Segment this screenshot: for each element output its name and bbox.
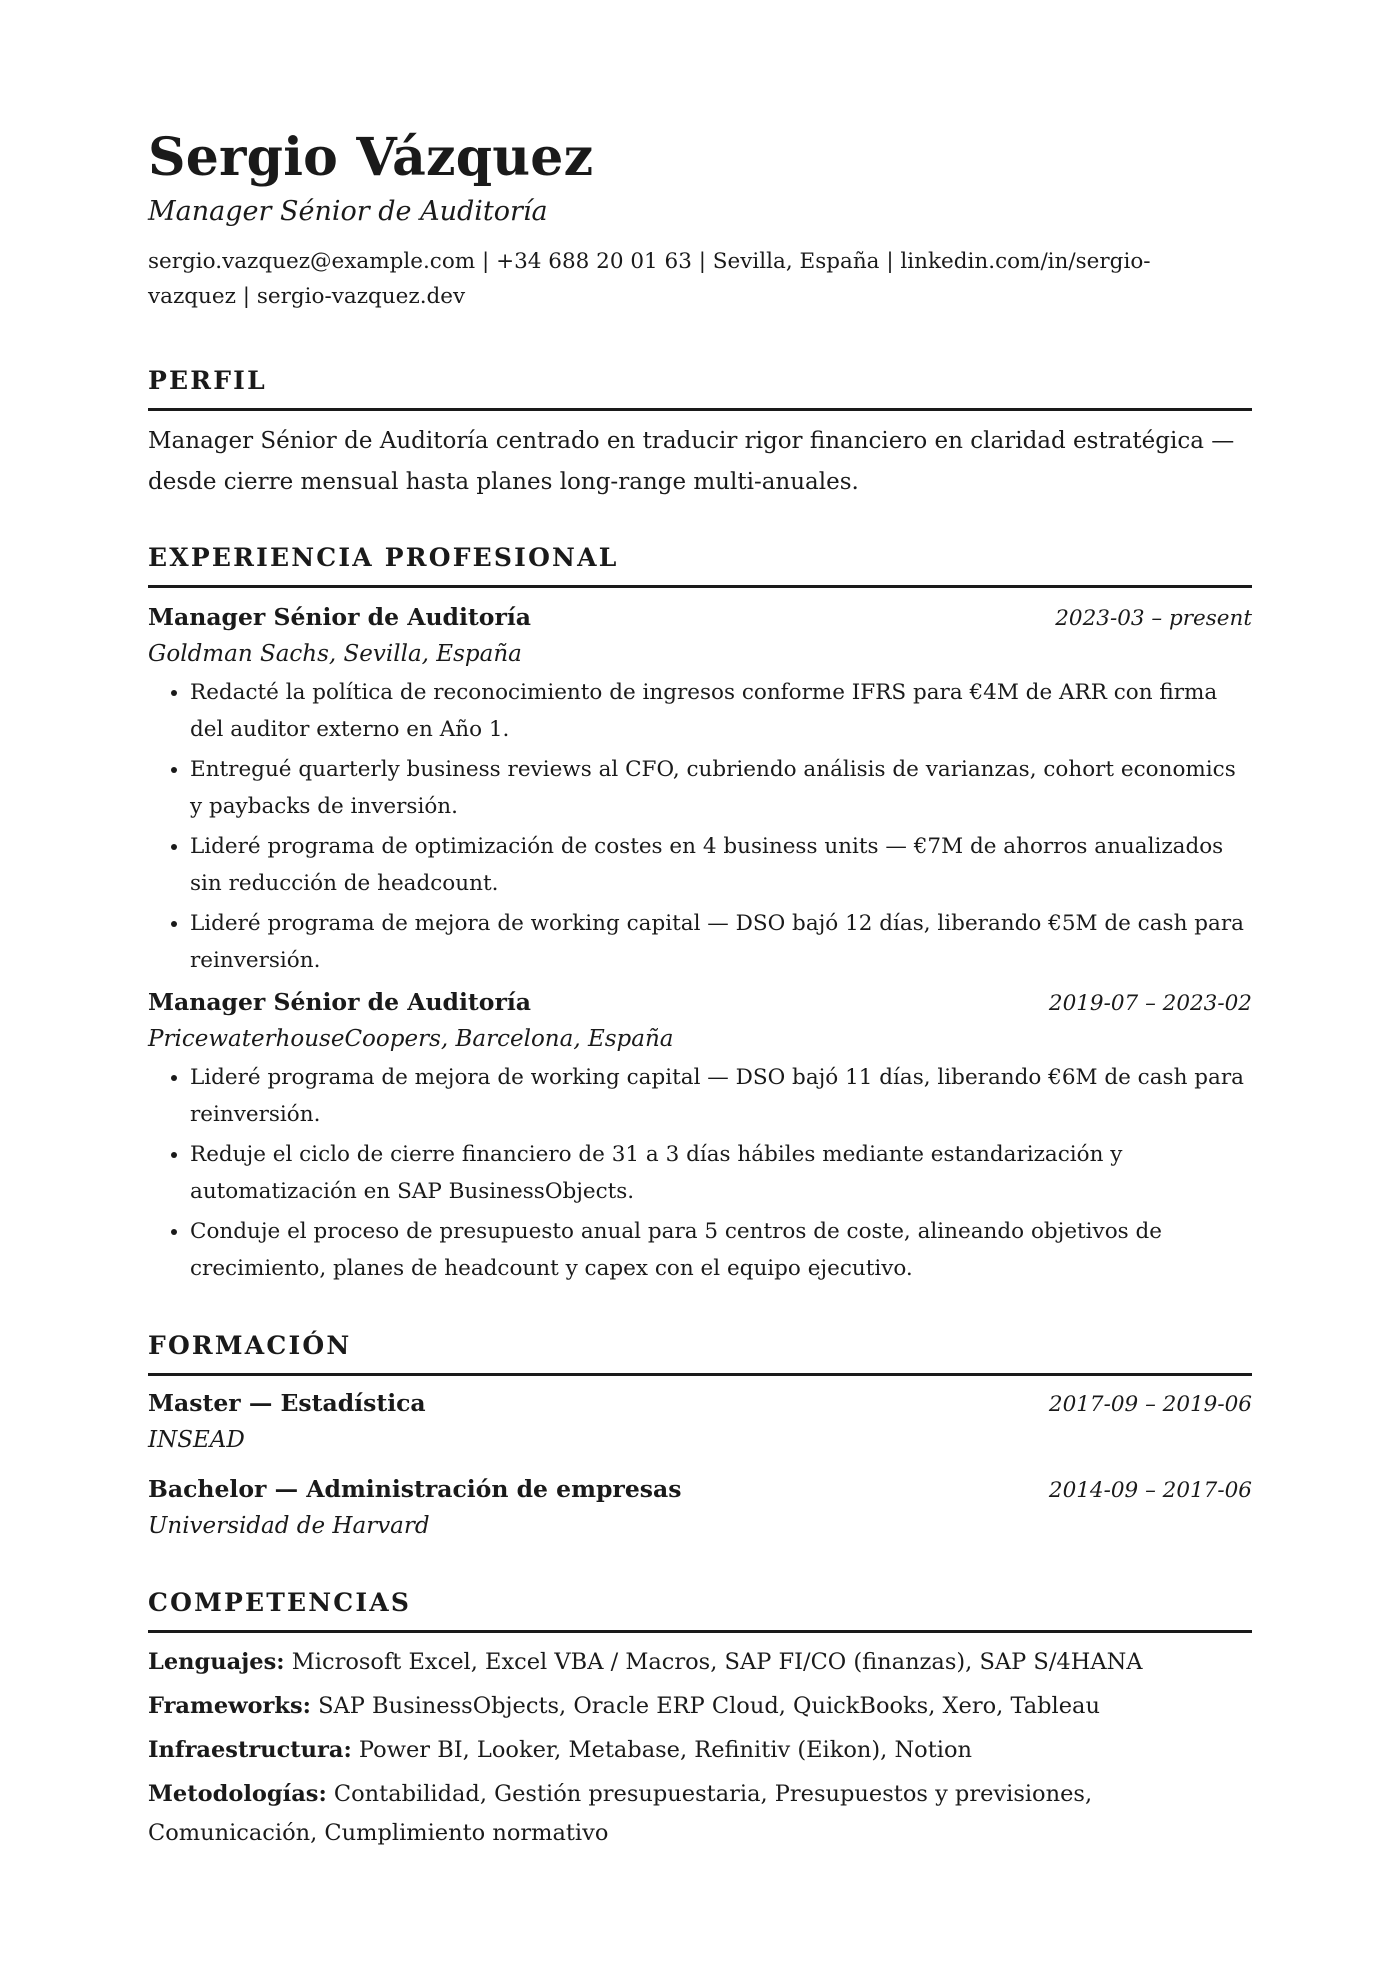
job-entry [148,985,1252,1287]
skill-line-languages [148,1643,1252,1682]
education-section [148,1331,1252,1544]
skill-label: Infraestructura: [148,1737,352,1763]
job-bullets [148,674,1252,979]
job-bullet: • Lideré programa de optimización de costes en 4 business units — €7M de ahorros anualizados sin reducción de headcount. [190,828,1252,902]
contact-line: sergio.vazquez@example.com | +34 688 20 01 63 | Sevilla, España | linkedin.com/in/sergio-vazquez | sergio-vazquez.dev [148,249,1151,309]
education-entry [148,1386,1252,1458]
skills-list [148,1643,1252,1853]
job-org: Goldman Sachs, Sevilla, España [148,641,522,667]
skill-label: Lenguajes: [148,1649,285,1675]
job-header [148,600,1252,636]
experience-section [148,543,1252,1287]
education-entry [148,1472,1252,1544]
resume-header [148,128,1252,314]
education-school: Universidad de Harvard [148,1513,430,1539]
education-dates: 2014-09 – 2017-06 [1048,1478,1252,1503]
skill-line-frameworks [148,1687,1252,1726]
education-degree: Master — Estadística [148,1389,426,1417]
skill-line-methodologies [148,1775,1252,1853]
job-header [148,985,1252,1021]
candidate-title: Manager Sénior de Auditoría [148,196,548,227]
skill-line-infrastructure [148,1731,1252,1770]
job-org: PricewaterhouseCoopers, Barcelona, España [148,1026,674,1052]
skill-value: SAP BusinessObjects, Oracle ERP Cloud, QuickBooks, Xero, Tableau [310,1693,1100,1719]
job-bullet: • Lideré programa de mejora de working capital — DSO bajó 11 días, liberando €6M de cash para reinversión. [190,1059,1252,1133]
section-heading-skills: COMPETENCIAS [148,1588,1252,1633]
profile-section [148,366,1252,503]
job-bullet: • Entregué quarterly business reviews al CFO, cubriendo análisis de varianzas, cohort economics y paybacks de inversión. [190,751,1252,825]
job-bullets [148,1059,1252,1287]
skill-label: Metodologías: [148,1781,327,1807]
education-header [148,1472,1252,1508]
skill-label: Frameworks: [148,1693,311,1719]
job-role: Manager Sénior de Auditoría [148,603,531,631]
job-bullet: • Lideré programa de mejora de working capital — DSO bajó 12 días, liberando €5M de cash para reinversión. [190,905,1252,979]
education-header [148,1386,1252,1422]
skill-value: Contabilidad, Gestión presupuestaria, Presupuestos y previsiones, Comunicación, Cumplimiento normativo [148,1781,1093,1846]
job-bullet: • Reduje el ciclo de cierre financiero de 31 a 3 días hábiles mediante estandarización y automatización en SAP BusinessObjects. [190,1136,1252,1210]
job-dates: 2019-07 – 2023-02 [1048,991,1252,1016]
job-role: Manager Sénior de Auditoría [148,988,531,1016]
section-heading-experience: EXPERIENCIA PROFESIONAL [148,543,1252,588]
section-heading-profile: PERFIL [148,366,1252,411]
job-bullet: • Conduje el proceso de presupuesto anual para 5 centros de coste, alineando objetivos de crecimiento, planes de headcount y capex con el equipo ejecutivo. [190,1213,1252,1287]
education-degree: Bachelor — Administración de empresas [148,1475,682,1503]
job-dates: 2023-03 – present [1055,606,1252,631]
skills-section [148,1588,1252,1853]
education-dates: 2017-09 – 2019-06 [1048,1392,1252,1417]
section-heading-education: FORMACIÓN [148,1331,1252,1376]
education-school: INSEAD [148,1427,245,1453]
candidate-name: Sergio Vázquez [148,127,594,188]
job-bullet: • Redacté la política de reconocimiento de ingresos conforme IFRS para €4M de ARR con firma del auditor externo en Año 1. [190,674,1252,748]
job-entry [148,600,1252,979]
skill-value: Power BI, Looker, Metabase, Refinitiv (Eikon), Notion [351,1737,972,1763]
skill-value: Microsoft Excel, Excel VBA / Macros, SAP FI/CO (finanzas), SAP S/4HANA [284,1649,1143,1675]
profile-text: Manager Sénior de Auditoría centrado en traducir rigor financiero en claridad estratégica — desde cierre mensual hasta planes long-range multi-anuales. [148,428,1235,495]
